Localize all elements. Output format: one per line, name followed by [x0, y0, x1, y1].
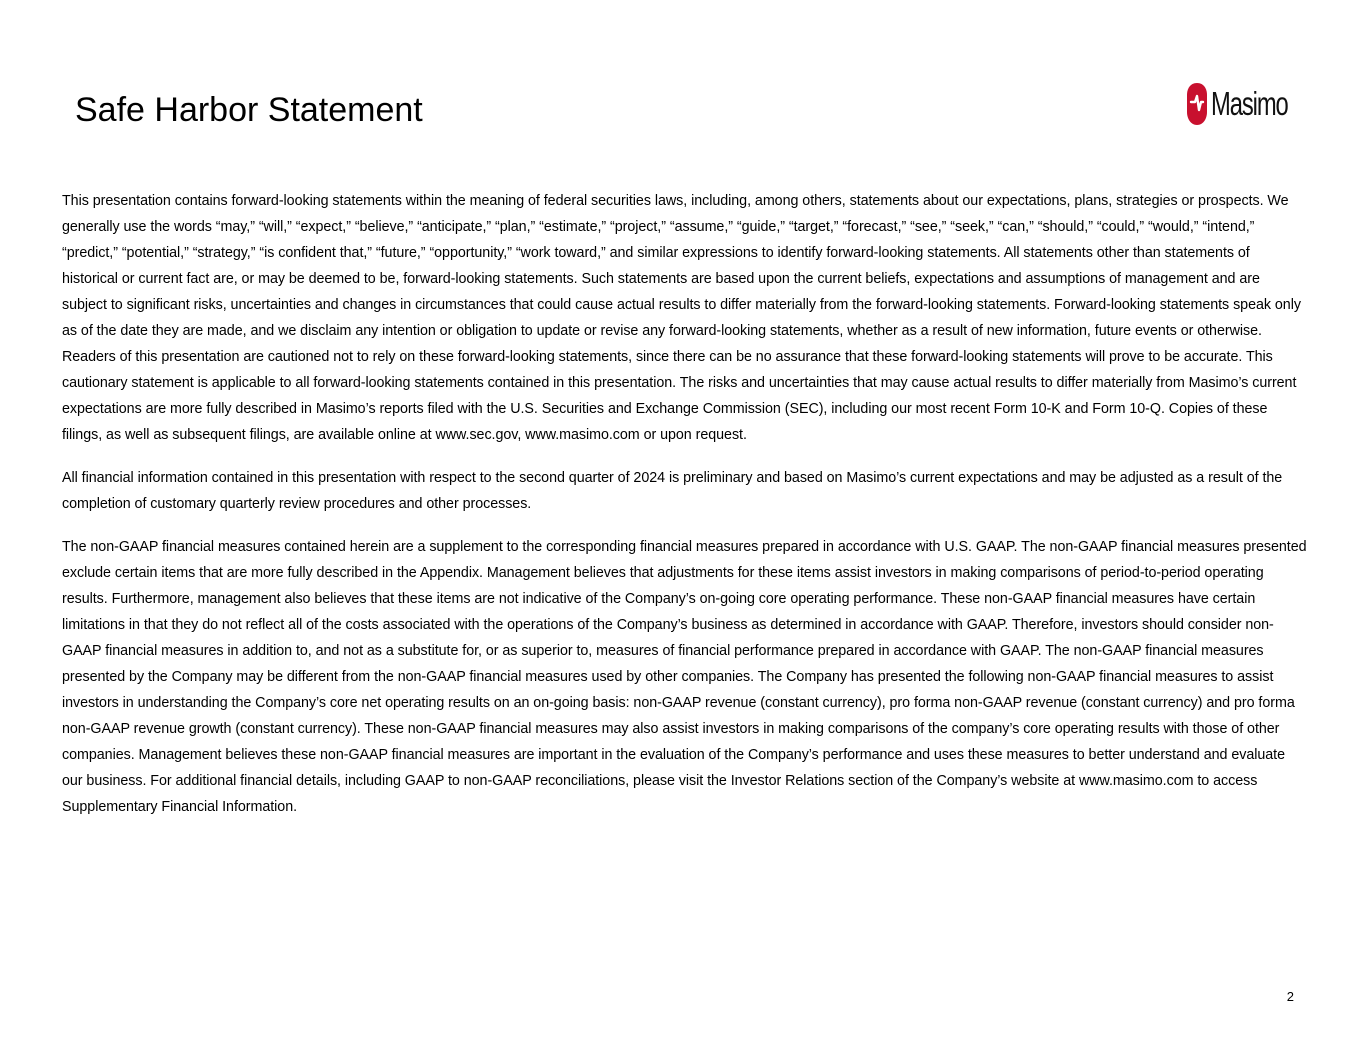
masimo-logo [1186, 80, 1294, 128]
preliminary-financial-info-paragraph: All financial information contained in this presentation with respect to the second quarter of 2024 is preliminary and based on Masimo’s current expectations and may be adjusted as a result of the completion of customary quarterly review procedures and other processes. [62, 470, 1283, 512]
masimo-heart-mark-icon [1186, 82, 1208, 126]
non-gaap-measures-paragraph: The non-GAAP financial measures contained herein are a supplement to the corresponding financial measures prepared in accordance with U.S. GAAP. The non-GAAP financial measures presented exclude certain items that are more fully described in the Appendix. Management believes that adjustments for these items assist investors in making comparisons of period-to-period operating results. Furthermore, management also believes that these items are not indicative of the Company’s on-going core operating performance. These non-GAAP financial measures have certain limitations in that they do not reflect all of the costs associated with the operations of the Company’s business as determined in accordance with GAAP. Therefore, investors should consider non-GAAP financial measures in addition to, and not as a substitute for, or as superior to, measures of financial performance prepared in accordance with GAAP. The non-GAAP financial measures presented by the Company may be different from the non-GAAP financial measures used by other companies. The Company has presented the following non-GAAP financial measures to assist investors in understanding the Company’s core net operating results on an on-going basis: non-GAAP revenue (constant currency), pro forma non-GAAP revenue (constant currency) and pro forma non-GAAP revenue growth (constant currency). These non-GAAP financial measures may also assist investors in making comparisons of the company’s core operating results with those of other companies. Management believes these non-GAAP financial measures are important in the evaluation of the Company’s performance and uses these measures to better understand and evaluate our business. For additional financial details, including GAAP to non-GAAP reconciliations, please visit the Investor Relations section of the Company’s website at www.masimo.com to access Supplementary Financial Information. [62, 539, 1307, 815]
masimo-wordmark: Masimo [1211, 85, 1288, 122]
page-title: Safe Harbor Statement [75, 91, 423, 129]
forward-looking-statements-paragraph: This presentation contains forward-looking statements within the meaning of federal securities laws, including, among others, statements about our expectations, plans, strategies or prospects. We generally use the words “may,” “will,” “expect,” “believe,” “anticipate,” “plan,” “estimate,” “project,” “assume,” “guide,” “target,” “forecast,” “see,” “seek,” “can,” “should,” “could,” “would,” “intend,” “predict,” “potential,” “strategy,” “is confident that,” “future,” “opportunity,” “work toward,” and similar expressions to identify forward-looking statements. All statements other than statements of historical or current fact are, or may be deemed to be, forward-looking statements. Such statements are based upon the current beliefs, expectations and assumptions of management and are subject to significant risks, uncertainties and changes in circumstances that could cause actual results to differ materially from the forward-looking statements. Forward-looking statements speak only as of the date they are made, and we disclaim any intention or obligation to update or revise any forward-looking statements, whether as a result of new information, future events or otherwise. Readers of this presentation are cautioned not to rely on these forward-looking statements, since there can be no assurance that these forward-looking statements will prove to be accurate. This cautionary statement is applicable to all forward-looking statements contained in this presentation. The risks and uncertainties that may cause actual results to differ materially from Masimo’s current expectations are more fully described in Masimo’s reports filed with the U.S. Securities and Exchange Commission (SEC), including our most recent Form 10-K and Form 10-Q. Copies of these filings, as well as subsequent filings, are available online at www.sec.gov, www.masimo.com or upon request. [62, 193, 1301, 443]
safe-harbor-body [62, 188, 1307, 837]
page-number: 2 [1286, 989, 1294, 1004]
